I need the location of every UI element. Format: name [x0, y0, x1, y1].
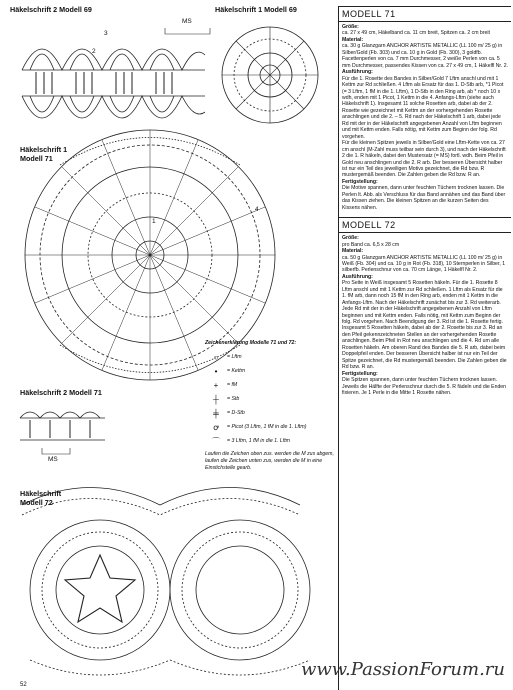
treble-crochet-icon: ╪: [213, 408, 219, 418]
chart2-m69-label: Häkelschrift 2 Modell 69: [10, 5, 92, 14]
page-number: 52: [20, 682, 27, 688]
chart1-m71-label-a: Häkelschrift 1: [20, 145, 68, 154]
slip-stitch-icon: •: [214, 366, 218, 376]
legend-note: Laufen die Zeichen oben zus. werden die M zus abgem, laufen die Zeichen unten zus, werden die M in eine Einstichstelle gearb.: [205, 451, 334, 471]
legend-item: ┼ = Stb: [205, 392, 335, 406]
round-number-1: 1: [152, 218, 156, 225]
ms-label-top: MS: [182, 18, 192, 25]
legend-item: ○ = Lftm: [205, 350, 335, 364]
model72-body: Größe: pro Band ca. 6,5 x 28 cm Material: ca. 50 g Glanzgarn ANCHOR ARTISTE METALLIC (LL 100 m/ 25 g) in Weiß (Fb. 304) und ca. 10 g in Rot (Fb. 318), 10 Sternperlen in Silber, 1 silberfb. Perlenschnur von ca. 70 cm Länge, 1 Häkelfl Nr. 2. Ausführung: Pro Seite in Weiß insgesamt 5 Rosetten häkeln. Für die 1. Rosette 8 Lftm anschl und mit 1 Kettm zur Rd schließen. 1 Lftm als Ersatz für die 1. fM arb, dann noch 15 fM in den Ring arb, enden mit 1 Kettm in die Anfangs-Lftm. Nach der Häkelschrift zunächst bis zur 3. Rd weiterarb. Jede Rd mit der in der Häkelschrift angegebenen Anzahl von Lftm beginnen und mit Kettm enden. Falls nötig, mit Kettm zum Beginn der folg. Rd vorgehen. Nach Beendigung der 3. Rd ist die 1. Rosette fertig. Insgesamt 5 Rosetten häkeln, dabei ab der 2. Rosette bis zur 3. Rd an den Pfeil gekennzeichneten Stellen an der vorhergehenden Rosette anschlingen. Beim Pfeil in Rot neu anschlingen und die 4. Rd um alle Rosetten häkeln. Am oberen Rand des Bandes die 5. R arb, dabei beim Doppelpfeil enden. Der besseren Übersicht halber ist nur ein Teil der Spitze gezeichnet, die Rd mustergemäß beenden. Die Zahlen geben die Rd bzw. R an. Fertigstellung: Die Spitzen spannen, dann unter feuchten Tüchern trocknen lassen. Jeweils die Hälfte der Perlenschnur durch die 5. R fädeln und die Enden fixieren. Je 1 Perle in die Mitte 1 Rosette nähen.: [342, 235, 507, 397]
round-number-3: 3: [104, 30, 108, 37]
model71-section: [339, 6, 511, 213]
round-number-4: 4: [255, 206, 259, 213]
site-watermark: www.PassionForum.ru: [300, 659, 505, 680]
ms-label-bottom: MS: [48, 456, 58, 463]
chain-loop-icon: ⌒: [212, 436, 220, 446]
chart-m72-diagram: [22, 488, 310, 676]
model71-title: MODELL 71: [339, 6, 511, 22]
chart1-m69-diagram: [222, 27, 318, 123]
single-crochet-icon: +: [213, 380, 219, 390]
instructions-column: [338, 6, 511, 690]
legend-item: ╪ = D-Stb: [205, 406, 335, 420]
chart2-m71-label: Häkelschrift 2 Modell 71: [20, 388, 102, 397]
legend-item: ⌒ = 3 Lftm, 1 fM in die 1. Lftm: [205, 434, 335, 448]
round-number-2: 2: [92, 48, 96, 55]
picot-icon: ꝍ: [213, 422, 219, 432]
chart1-m69-label: Häkelschrift 1 Modell 69: [215, 5, 297, 14]
legend-item: • = Kettm: [205, 364, 335, 378]
legend-title: Zeichenerklärung Modelle 71 und 72:: [205, 340, 297, 346]
model71-body: Größe: ca. 27 x 49 cm, Häkelband ca. 11 cm breit, Spitzen ca. 2 cm breit Material: ca. 30 g Glanzgarn ANCHOR ARTISTE METALLIC (LL 100 m/ 25 g) in Silber/Gold (Fb. 303) und ca. 10 g in Gold (Fb. 300), 3 goldfb. Facettenperlen von ca. 7 mm Durchmesser, 2 weiße Perlen von ca. 5 mm Durchmesser, passendes Kissen von ca. 27 x 49 cm, 1 Häkelfl Nr. 2. Ausführung: Für die 1. Rosette des Bandes in Silber/Gold 7 Lftm anschl und mit 1 Kettm zur Rd schließen. 4 Lftm als Ersatz für das 1. D-Stb arb, *1 Picot (= 3 Lftm, 1 fM in die 1. Lftm), 1 D-Stb in den Ring arb, ab * noch 10 x wdh, enden mit 1 Picot, 1 Kettm in die 4. Anfangs-Lftm (siehe auch Häkelschrift 1). Insgesamt 11 solche Rosetten arb, dabei ab der 2. Rosette wie gezeichnet mit Kettm an der vorhergehenden Rosette anschlingen und die 2. – 5. Rd nach der Häkelschrift 1 arb, dabei jede Rd mit der in der Häkelschrift angegebenen Anzahl von Lftm beginnen und mit Kettm enden. Falls nötig, mit Kettm zum Beginn der folg. Rd vorgehen. Für die kleinen Spitzen jeweils in Silber/Gold eine Lftm-Kette von ca. 27 cm anschl (M-Zahl muss teilbar sein durch 3), und nach der Häkelschrift 2 die 1. R häkeln, dabei den Mustersatz (= MS) fortl. wdh. Beim Pfeil in Gold neu anschlingen und die 2. R arb. Der besseren Übersicht halber ist nur ein Teil des jeweiligen Motivs gezeichnet, die Rd bzw. R mustergemäß beenden. Die Zahlen geben die Rd bzw. R an. Fertigstellung: Die Motive spannen, dann unter feuchten Tüchern trocknen lassen. Die Perlen lt. Abb. als Verschluss für das Band annähen und das Band über das Kissen ziehen. Die kleinen Spitzen an die kurzen Seiten des Kissens nähen.: [342, 24, 508, 211]
model72-section: [339, 217, 511, 398]
symbol-legend: [205, 340, 335, 472]
chain-stitch-icon: ○: [213, 352, 219, 362]
chart-m72-label-b: Modell 72: [20, 498, 53, 507]
double-crochet-icon: ┼: [213, 394, 219, 404]
chart1-m71-label-b: Modell 71: [20, 154, 53, 163]
legend-item: + = fM: [205, 378, 335, 392]
chart2-m69-diagram: [22, 28, 210, 118]
model72-title: MODELL 72: [339, 217, 511, 233]
chart-m72-label-a: Häkelschrift: [20, 489, 62, 498]
legend-item: ꝍ = Picot (3 Lftm, 1 fM in die 1. Lftm): [205, 420, 335, 434]
chart2-m71-diagram: [20, 412, 105, 454]
